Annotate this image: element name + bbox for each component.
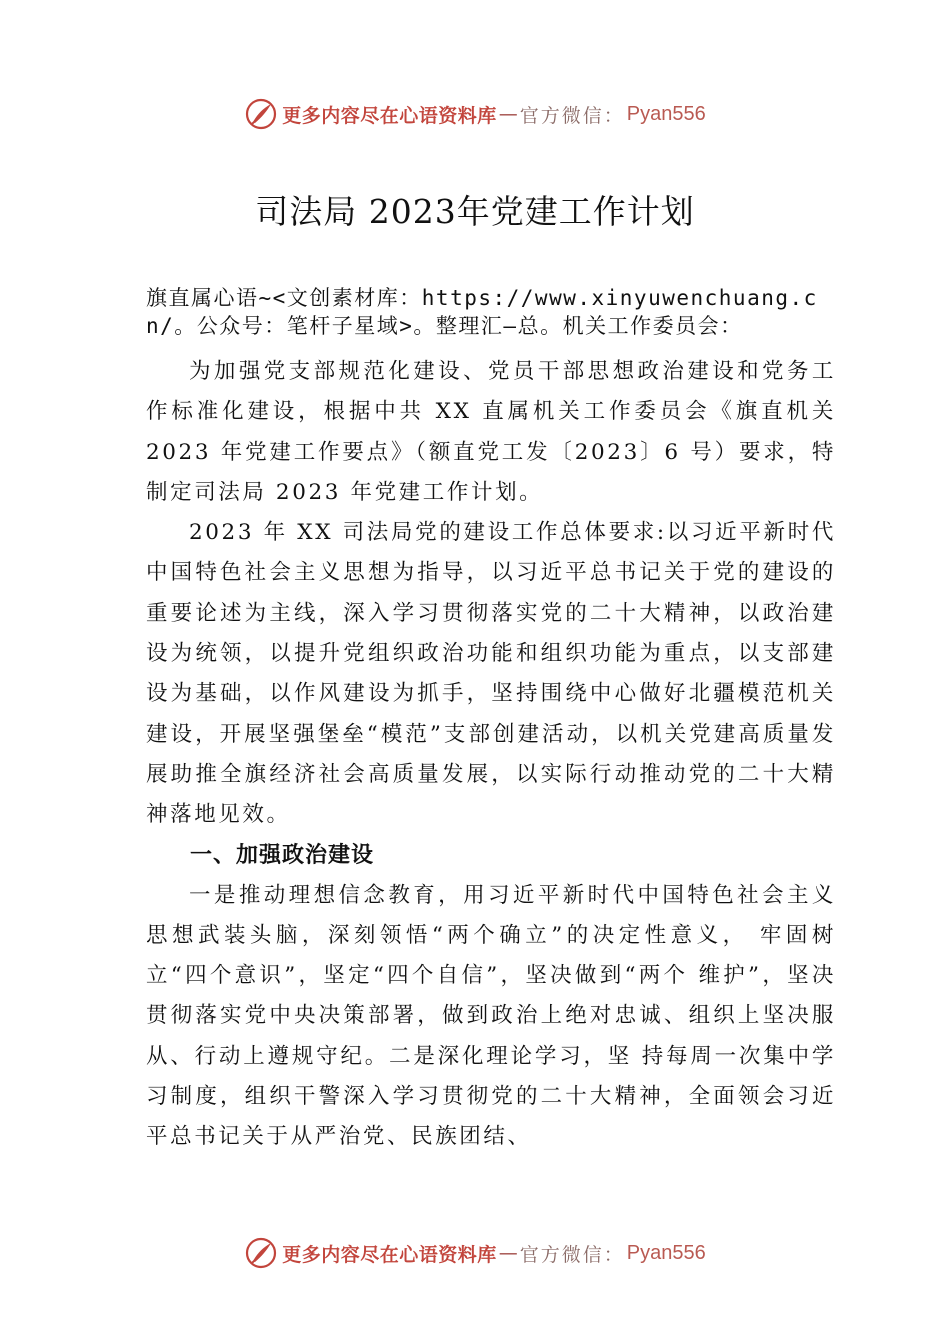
header-watermark-banner — [0, 94, 950, 134]
banner-wechat-id: Pyan556 — [626, 102, 706, 125]
footer-watermark-banner — [0, 1233, 950, 1273]
banner-wechat-id: Pyan556 — [626, 1241, 706, 1264]
source-attribution: 旗直属心语~<文创素材库：https://www.xinyuwenchuang.cn/。公众号：笔杆子星域>。整理汇—总。机关工作委员会： — [146, 286, 818, 338]
section-heading: 一、加强政治建设 — [190, 842, 375, 868]
intro-paragraph: 为加强党支部规范化建设、党员干部思想政治建设和党务工作标准化建设，根据中共 XX 直属机关工作委员会《旗直机关 2023 年党建工作要点》（额直党工发〔2023〕6 号）要求，特制定司法局 2023 年党建工作计划。 — [146, 359, 836, 505]
banner-separator: — — [498, 103, 518, 125]
banner-separator: — — [498, 1242, 518, 1264]
quill-logo-icon — [244, 97, 278, 131]
general-requirements-paragraph: 2023 年 XX 司法局党的建设工作总体要求:以习近平新时代中国特色社会主义思想为指导，以习近平总书记关于党的建设的重要论述为主线，深入学习贯彻落实党的二十大精神，以政治建设为统领，以提升党组织政治功能和组织功能为重点，以支部建设为基础，以作风建设为抓手，坚持围绕中心做好北疆模范机关建设，开展坚强堡垒“模范”支部创建活动，以机关党建高质量发展助推全旗经济社会高质量发展，以实际行动推动党的二十大精神落地见效。 — [146, 520, 836, 828]
banner-main-text: 更多内容尽在心语资料库 — [282, 104, 497, 127]
banner-wechat-label: 官方微信： — [519, 1243, 625, 1266]
document-title: 司法局 2023年党建工作计划 — [255, 192, 695, 231]
banner-wechat-label: 官方微信： — [519, 104, 625, 127]
banner-main-text: 更多内容尽在心语资料库 — [282, 1243, 497, 1266]
document-body — [146, 284, 836, 1158]
section-paragraph: 一是推动理想信念教育，用习近平新时代中国特色社会主义思想武装头脑，深刻领悟“两个确立”的决定性意义， 牢固树立“四个意识”，坚定“四个自信”，坚决做到“两个 维护”，坚决贯彻落实党中央决策部署，做到政治上绝对忠诚、组织上坚决服从、行动上遵规守纪。二是深化理论学习，坚 持每周一次集中学习制度，组织干警深入学习贯彻党的二十大精神，全面领会习近平总书记关于从严治党、民族团结、 — [146, 882, 836, 1150]
quill-logo-icon — [244, 1236, 278, 1270]
